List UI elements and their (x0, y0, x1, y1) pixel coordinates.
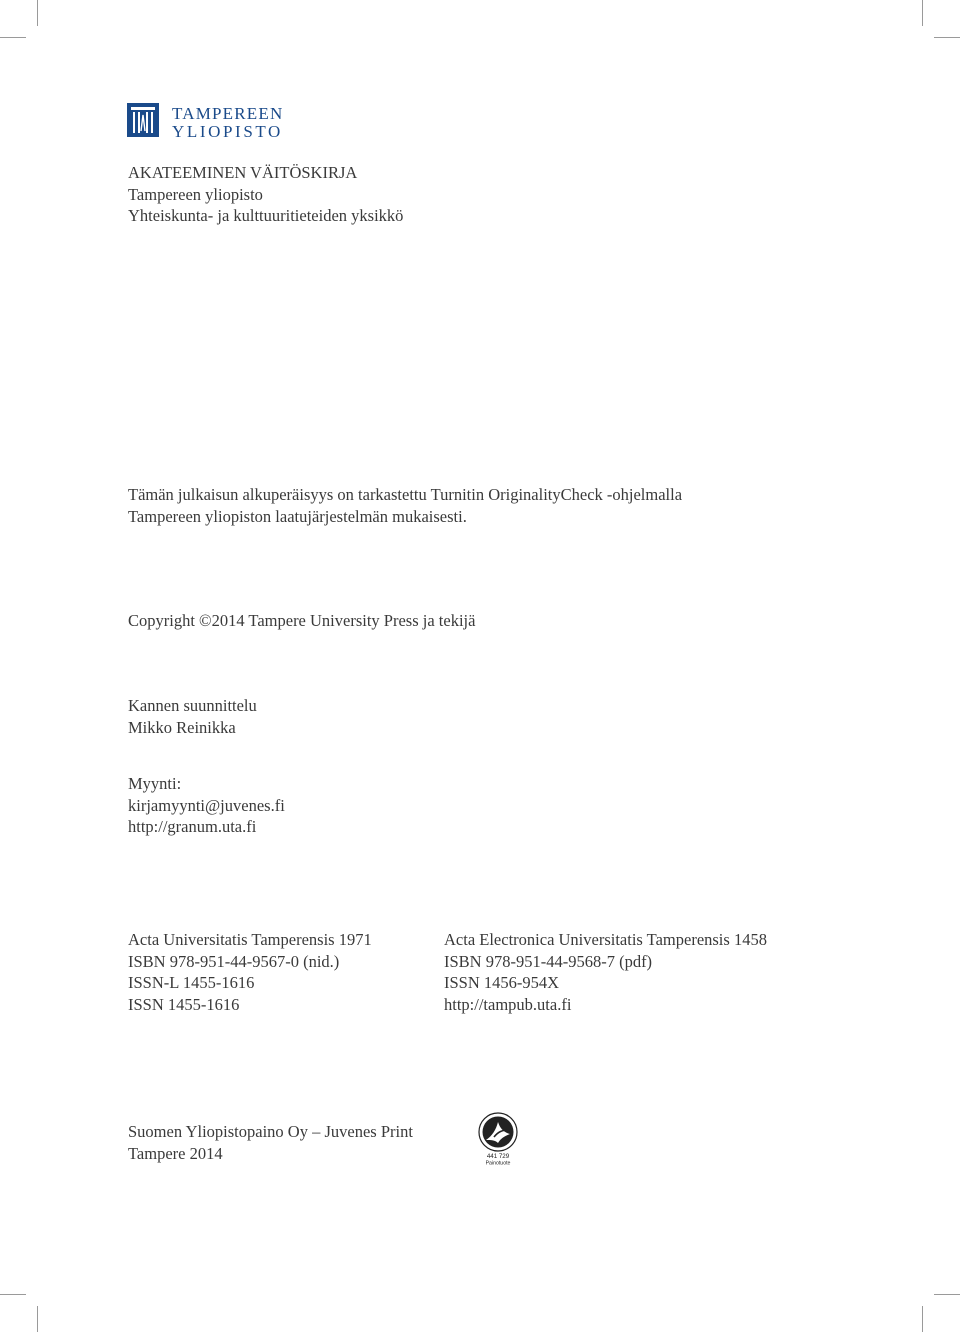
electronic-url: http://tampub.uta.fi (444, 994, 572, 1014)
electronic-edition (444, 929, 767, 1015)
electronic-issn: ISSN 1456-954X (444, 973, 560, 992)
crop-mark (934, 37, 960, 38)
print-issn: ISSN 1455-1616 (128, 994, 240, 1014)
heading-line: Yhteiskunta- ja kulttuuritieteiden yksikkö (128, 206, 404, 225)
originality-notice (128, 484, 682, 527)
ecolabel-code: 441 729 (486, 1153, 510, 1160)
print-isbn: ISBN 978-951-44-9567-0 (nid.) (128, 951, 340, 971)
ecolabel-label: Painotuote (485, 1160, 511, 1166)
originality-line: Tämän julkaisun alkuperäisyys on tarkastettu Turnitin OriginalityCheck -ohjelmalla (128, 485, 683, 504)
electronic-series: Acta Electronica Universitatis Tamperensis 1458 (444, 930, 767, 949)
sales-url: http://granum.uta.fi (128, 817, 257, 836)
heading-line: AKATEEMINEN VÄITÖSKIRJA (128, 163, 358, 182)
crop-mark (922, 0, 923, 26)
cover-design-credit (128, 695, 257, 738)
sales-email: kirjamyynti@juvenes.fi (128, 795, 285, 815)
crop-mark (922, 1306, 923, 1332)
printer-info (128, 1121, 413, 1164)
crop-mark (934, 1294, 960, 1295)
printer-place-year: Tampere 2014 (128, 1143, 223, 1163)
copyright-notice (128, 610, 475, 632)
cover-designer: Mikko Reinikka (128, 717, 236, 737)
electronic-isbn: ISBN 978-951-44-9568-7 (pdf) (444, 951, 653, 971)
sales-info (128, 773, 285, 838)
crop-mark (37, 1306, 38, 1332)
sales-label: Myynti: (128, 774, 182, 793)
cover-label: Kannen suunnittelu (128, 696, 257, 715)
crop-mark (0, 37, 26, 38)
crop-mark (37, 0, 38, 26)
dissertation-heading (128, 162, 403, 227)
column-emblem-icon (127, 103, 159, 137)
originality-line: Tampereen yliopiston laatujärjestelmän mukaisesti. (128, 506, 467, 526)
printer-name: Suomen Yliopistopaino Oy – Juvenes Print (128, 1122, 413, 1141)
logo-line-2: YLIOPISTO (172, 122, 283, 141)
logo-line-1: TAMPEREEN (172, 104, 284, 123)
crop-mark (0, 1294, 26, 1295)
heading-line: Tampereen yliopisto (128, 184, 263, 204)
print-edition (128, 929, 444, 1015)
university-logo (127, 103, 283, 139)
nordic-swan-ecolabel-icon (472, 1110, 524, 1166)
copyright-text: Copyright ©2014 Tampere University Press ja tekijä (128, 611, 476, 630)
print-issn-l: ISSN-L 1455-1616 (128, 973, 255, 992)
publication-identifiers (128, 929, 828, 1015)
print-series: Acta Universitatis Tamperensis 1971 (128, 930, 372, 949)
